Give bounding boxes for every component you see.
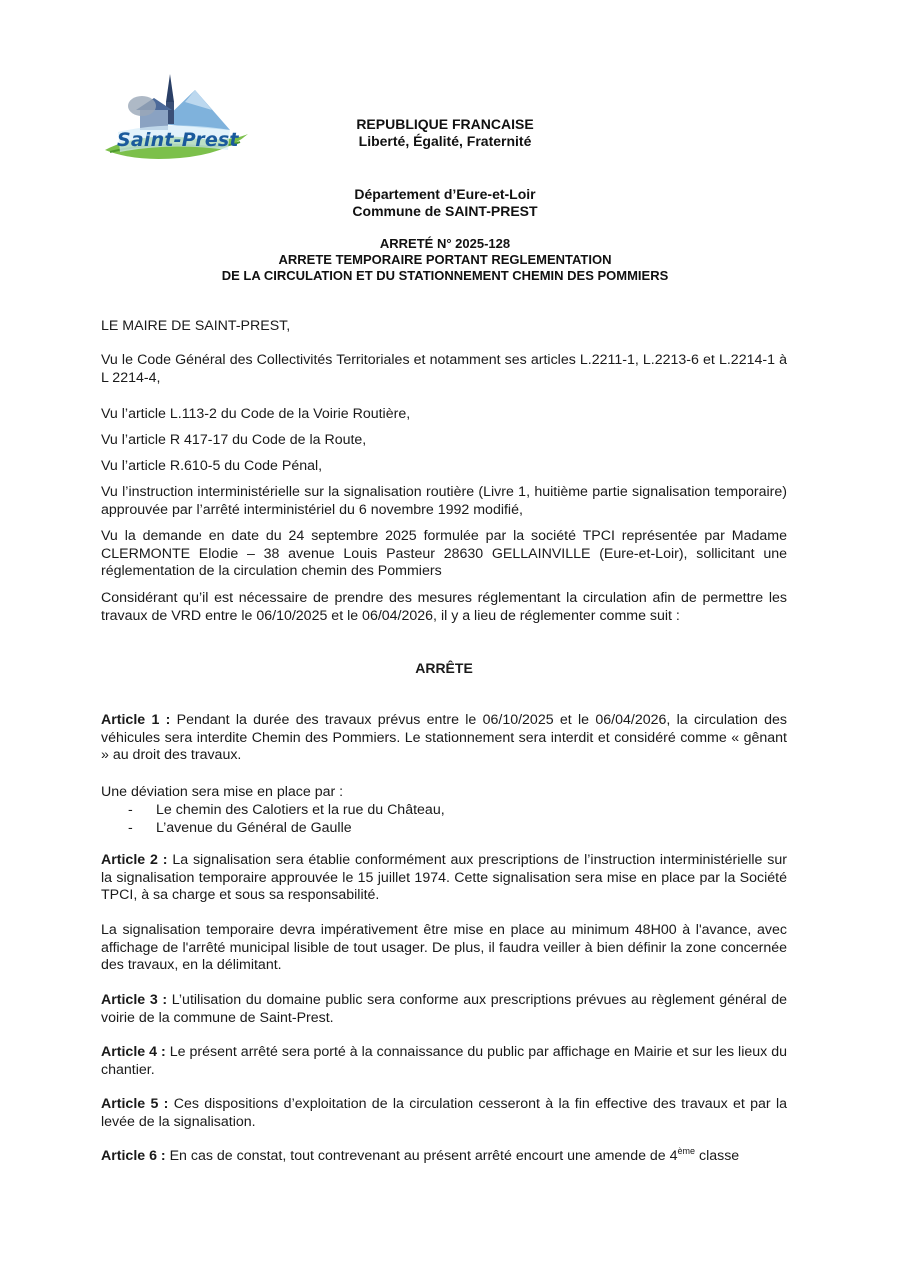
consideration-item: Vu l’article R.610-5 du Code Pénal, [101,458,323,474]
department-name: Département d’Eure-et-Loir [354,186,536,202]
decree-title-line2: DE LA CIRCULATION ET DU STATIONNEMENT CHEMIN DES POMMIERS [221,268,669,283]
list-dash: - [128,802,133,818]
consideration-item: Vu l’instruction interministérielle sur la signalisation routière (Livre 1, huitième partie signalisation temporaire) approuvée par l’arrêté interministériel du 6 novembre 1992 modifié, [101,484,787,518]
republic-title: REPUBLIQUE FRANCAISE [356,116,534,132]
deviation-intro: Une déviation sera mise en place par : [101,784,344,800]
list-item [101,802,787,820]
consideration-item: Vu le Code Général des Collectivités Territoriales et notamment ses articles L.2211-1, L.2213-6 et L.2214-1 à L 2214-4, [101,352,787,386]
consideration-item: Vu l’article R 417-17 du Code de la Route, [101,432,367,448]
article-text: Pendant la durée des travaux prévus entre le 06/10/2025 et le 06/04/2026, la circulation des véhicules sera interdite Chemin des Pommiers. Le stationnement sera interdit et considéré comme « gênant » au droit des travaux. [101,712,788,763]
article-label: Article 6 : [101,1148,166,1164]
article-2 [101,852,787,905]
logo-text: Saint-Prest [117,129,239,151]
article-4 [101,1044,787,1079]
commune-header [160,186,730,220]
decision-title: ARRÊTE [415,660,473,676]
list-item-text: Le chemin des Calotiers et la rue du Château, [156,802,445,818]
republic-motto: Liberté, Égalité, Fraternité [358,133,532,149]
article-label: Article 4 : [101,1044,166,1060]
republic-header [160,116,730,150]
article-text: La signalisation sera établie conformément aux prescriptions de l’instruction interministérielle sur la signalisation temporaire approuvée le 15 juillet 1974. Cette signalisation sera mise en place par la Société TPCI, à sa charge et sous sa responsabilité. [101,852,787,903]
article-text: Ces dispositions d’exploitation de la circulation cesseront à la fin effective des travaux et par la levée de la signalisation. [101,1096,787,1130]
article-label: Article 5 : [101,1096,169,1112]
list-item-text: L’avenue du Général de Gaulle [156,819,352,836]
article-label: Article 2 : [101,852,168,868]
consideration-item: Vu l’article L.113-2 du Code de la Voirie Routière, [101,406,411,422]
decree-title-line1: ARRETE TEMPORAIRE PORTANT REGLEMENTATION [278,252,612,267]
article-text: L’utilisation du domaine public sera conforme aux prescriptions prévues au règlement général de voirie de la commune de Saint-Prest. [101,992,788,1026]
article-text: En cas de constat, tout contrevenant au présent arrêté encourt une amende de 4 [165,1148,678,1164]
signalisation-paragraph: La signalisation temporaire devra impérativement être mise en place au minimum 48H00 à l'avance, avec affichage de l'arrêté municipal lisible de tout usager. De plus, il faudra veiller à bien définir la zone concernée des travaux, en la délimitant. [101,922,787,973]
ordinal-superscript: ème [677,1146,696,1156]
article-6 [101,1148,787,1166]
list-dash: - [128,819,133,836]
decree-header [160,236,730,284]
mayor-heading: LE MAIRE DE SAINT-PREST, [101,318,291,334]
deviation-list [101,802,787,837]
article-text-tail: classe [695,1148,740,1164]
commune-name: Commune de SAINT-PREST [352,203,538,219]
consideration-item: Considérant qu’il est nécessaire de prendre des mesures réglementant la circulation afin de permettre les travaux de VRD entre le 06/10/2025 et le 06/04/2026, il y a lieu de réglementer comme suit : [101,590,787,624]
decree-number: ARRETÉ N° 2025-128 [379,236,511,251]
article-1 [101,712,787,765]
article-label: Article 3 : [101,992,168,1008]
list-item [101,820,787,838]
consideration-item: Vu la demande en date du 24 septembre 2025 formulée par la société TPCI représentée par Madame CLERMONTE Elodie – 38 avenue Louis Pasteur 28630 GELLAINVILLE (Eure-et-Loir), sollicitant une réglementation de la circulation chemin des Pommiers [101,528,787,579]
article-3 [101,992,787,1027]
article-text: Le présent arrêté sera porté à la connaissance du public par affichage en Mairie et sur les lieux du chantier. [101,1044,787,1078]
article-5 [101,1096,787,1131]
article-label: Article 1 : [101,712,171,728]
